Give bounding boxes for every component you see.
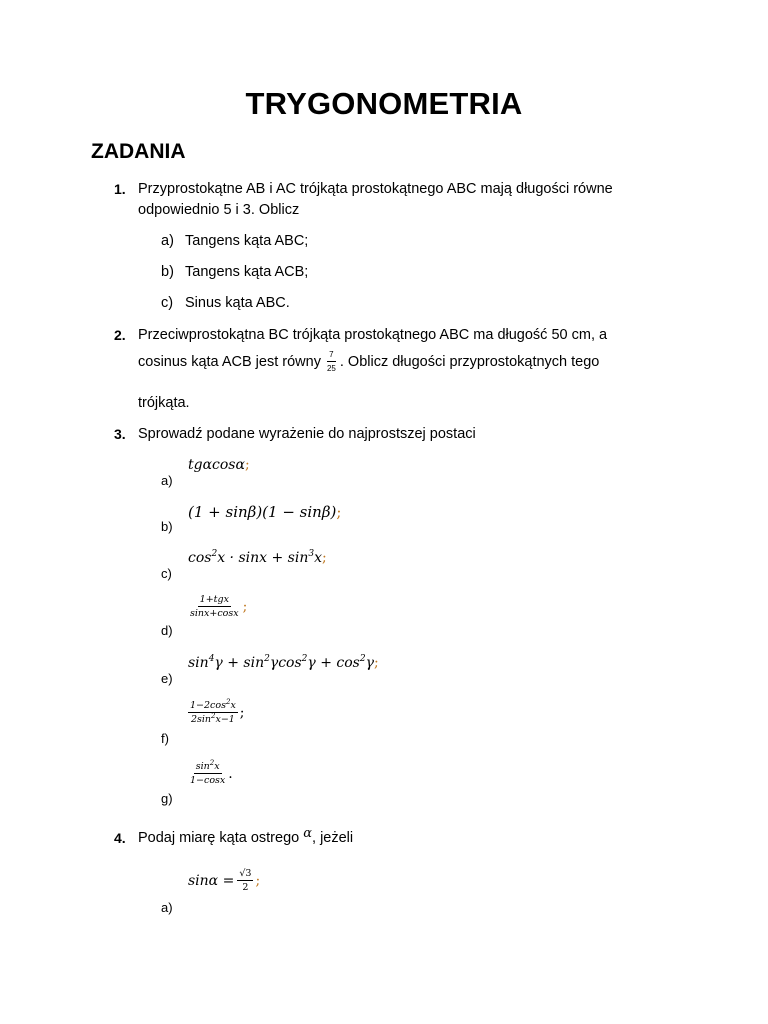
expression-b: (1 + sinβ)(1 − sinβ);	[188, 503, 342, 521]
task-4-label-a: a)	[161, 900, 173, 915]
task-3-label-e: e)	[161, 671, 173, 686]
task-2-number: 2.	[114, 327, 126, 343]
fraction-sqrt3-2: $\frac{√3}{2}$	[239, 868, 252, 893]
task-1-line-1: Przyprostokątne AB i AC trójkąta prostokątnego ABC mają długości równe	[138, 181, 613, 197]
task-2-line-2-end: . Oblicz długości przyprostokątnych tego	[339, 353, 600, 370]
task-3-label-a: a)	[161, 473, 173, 488]
task-2-line-2	[138, 349, 599, 374]
task-4-expression: sinα = $\frac{√3}{2}$ ;	[188, 868, 261, 893]
fraction-f: $\frac{1-2\cos^2x}{2\sin^2x-1}$	[190, 698, 236, 725]
fraction-7-25	[325, 349, 338, 374]
task-3-label-g: g)	[161, 791, 173, 806]
task-1-sub-text: Tangens kąta ABC;	[185, 233, 309, 249]
fraction-denominator: 25	[326, 364, 336, 373]
task-3-label-b: b)	[161, 519, 173, 534]
page-title: TRYGONOMETRIA	[245, 86, 523, 121]
task-1-sub-label: b)	[161, 264, 174, 280]
fraction-g: $\frac{\sin^2x}{1-\cos x}$	[190, 759, 226, 786]
task-1-number: 1.	[114, 181, 126, 197]
fraction-numerator: 7	[327, 349, 335, 362]
task-1-sub-text: Sinus kąta ABC.	[185, 295, 290, 311]
fraction-d: $\frac{\text{1+tgx}}{\sin x+\cos x}$	[190, 594, 239, 619]
expression-f: $\frac{1-2\cos^2x}{2\sin^2x-1}$ ;	[190, 698, 245, 725]
task-4-line-1: Podaj miarę kąta ostrego α, jeżeli	[138, 826, 354, 846]
task-2-line-2-start: cosinus kąta ACB jest równy	[138, 353, 321, 370]
expression-c: $\cos^2x \cdot \sin x + \sin^3x$;	[188, 549, 327, 566]
task-3-label-f: f)	[161, 731, 169, 746]
expression-g: $\frac{\sin^2x}{1-\cos x}$ .	[190, 759, 233, 786]
task-3-label-d: d)	[161, 623, 173, 638]
expression-e: $\sin^4\gamma + \sin^2\gamma\cos^2\gamma + \cos^2\gamma$;	[188, 654, 379, 671]
task-4-number: 4.	[114, 830, 126, 846]
task-1-sub-text: Tangens kąta ACB;	[185, 264, 309, 280]
task-3-label-c: c)	[161, 566, 172, 581]
task-1-sub-label: a)	[161, 233, 174, 249]
task-2-line-3: trójkąta.	[138, 395, 190, 411]
expression-a: tgαcosα;	[188, 457, 250, 473]
section-heading: ZADANIA	[91, 140, 186, 163]
task-1-sub-label: c)	[161, 295, 174, 311]
alpha-symbol: α	[303, 826, 313, 841]
expression-d: $\frac{\text{1+tgx}}{\sin x+\cos x}$ ;	[190, 594, 248, 619]
task-3-line-1: Sprowadź podane wyrażenie do najprostszej postaci	[138, 426, 476, 442]
task-3-number: 3.	[114, 426, 126, 442]
task-2-line-1: Przeciwprostokątna BC trójkąta prostokątnego ABC ma długość 50 cm, a	[138, 327, 608, 343]
task-1-line-2: odpowiednio 5 i 3. Oblicz	[138, 202, 300, 218]
